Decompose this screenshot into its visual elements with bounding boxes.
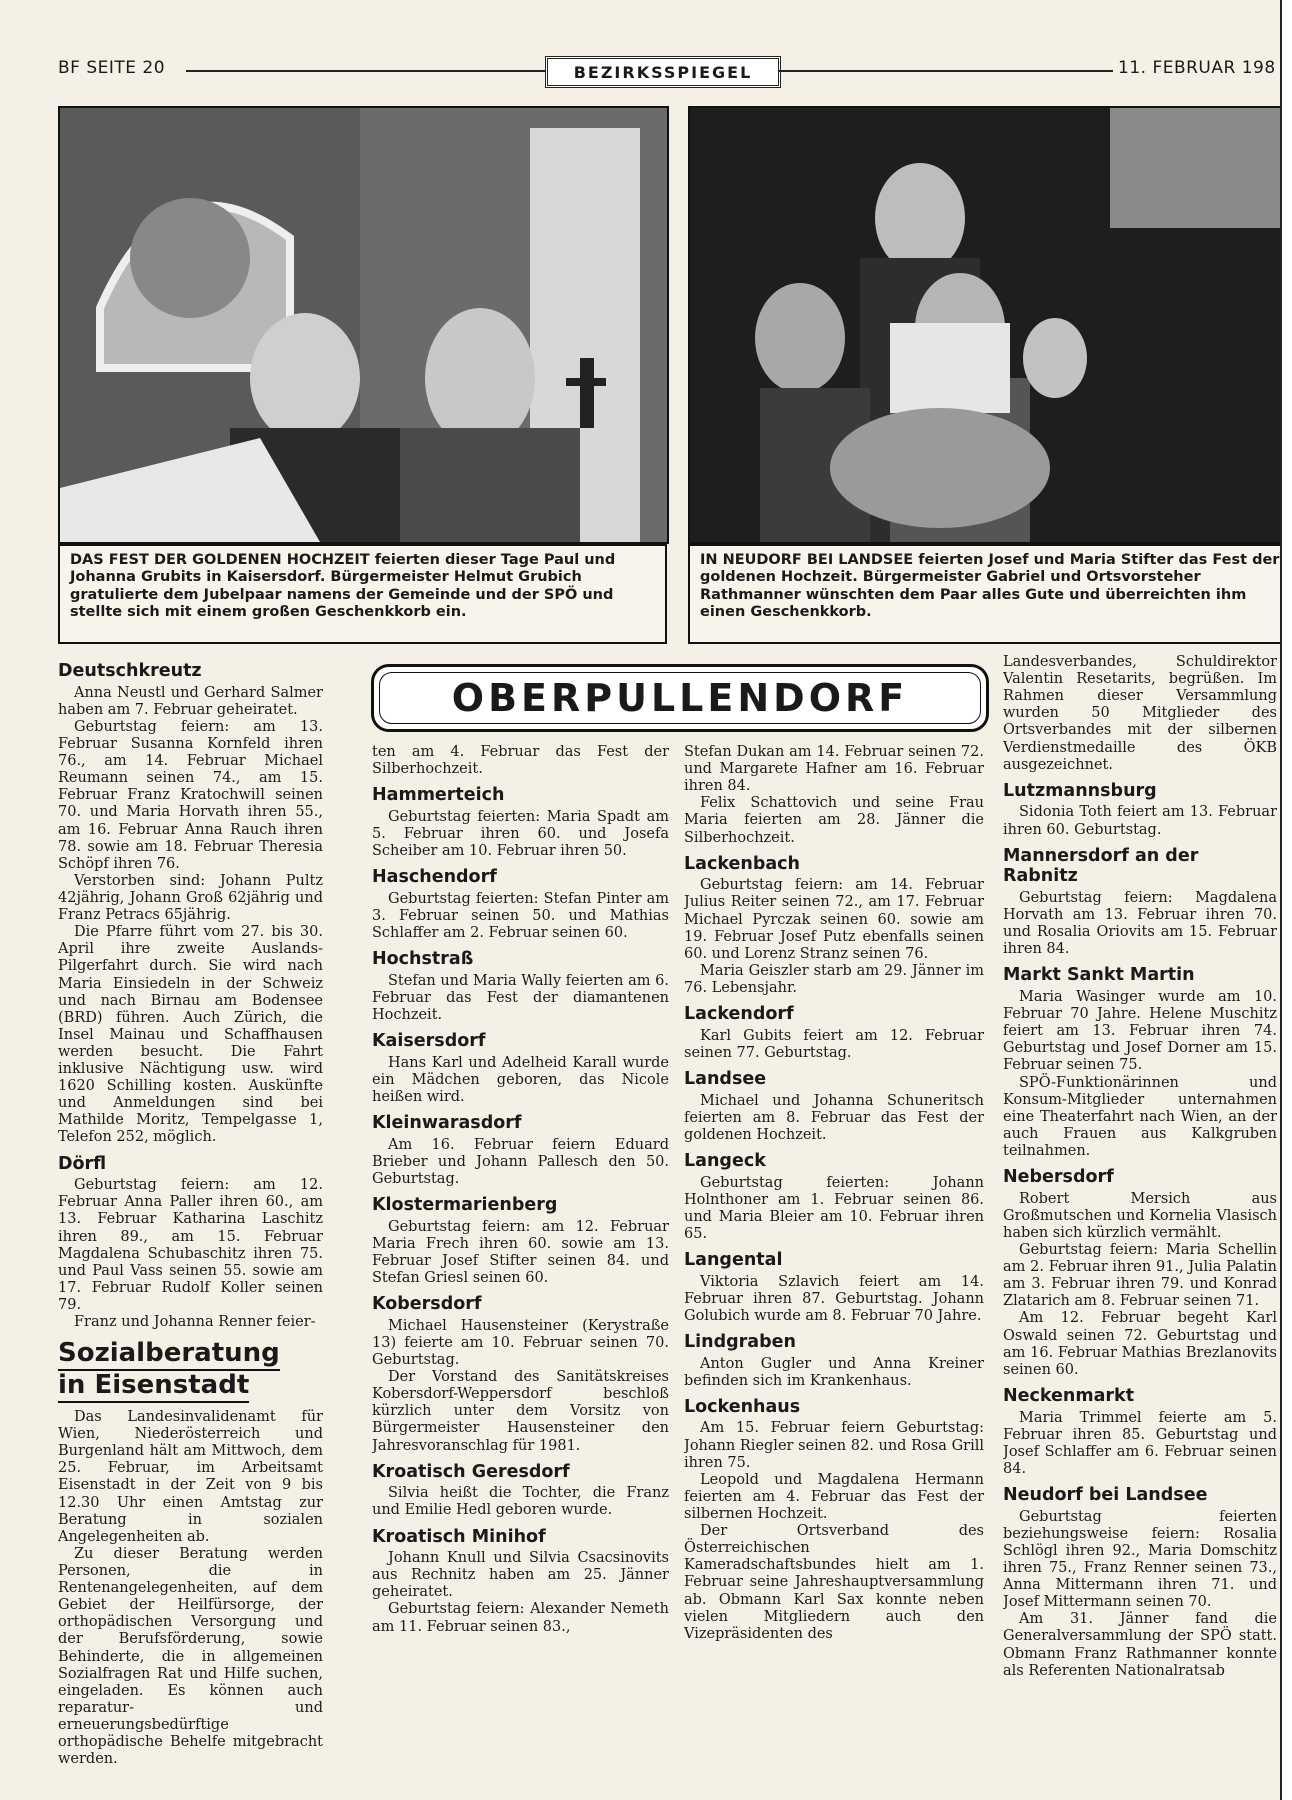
paragraph: Geburtstag feierten beziehungsweise feiern: Rosalia Schlögl ihren 92., Maria Domschitz ihren 75., Franz Renner seinen 73., Anna Mittermann ihren 71. und Josef Mittermann seinen 70.: [1003, 1508, 1277, 1611]
paragraph: Anna Neustl und Gerhard Salmer haben am 7. Februar geheiratet.: [58, 684, 323, 718]
paragraph: Am 15. Februar feiern Geburtstag: Johann Riegler seinen 82. und Rosa Grill ihren 75.: [684, 1420, 984, 1471]
page-edge: [1280, 0, 1292, 1800]
heading-klostermarienberg: Klostermarienberg: [372, 1195, 558, 1216]
caption-right-photo: IN NEUDORF BEI LANDSEE feierten Josef und Maria Stifter das Fest der goldenen Hochzeit. Bürgermeister Gabriel und Ortsvorsteher Rathmanner wünschten dem Paar alles Gute und überreichten ihm einen Geschenkkorb.: [688, 544, 1292, 644]
heading-nebersdorf: Nebersdorf: [1003, 1167, 1114, 1188]
heading-kleinwarasdorf: Kleinwarasdorf: [372, 1113, 522, 1134]
paragraph: Franz und Johanna Renner feier-: [74, 1314, 316, 1331]
paragraph: Maria Geiszler starb am 29. Jänner im 76. Lebensjahr.: [684, 962, 984, 996]
page-number: BF SEITE 20: [58, 58, 166, 78]
heading-hochstrass: Hochstraß: [372, 949, 474, 970]
heading-mannersdorf: Mannersdorf an der Rabnitz: [1003, 845, 1199, 887]
paragraph: Geburtstag feierten: Maria Spadt am 5. Februar ihren 60. und Josefa Scheiber am 10. Februar ihren 50.: [372, 808, 669, 860]
paragraph: Der Ortsverband des Österreichischen Kameradschaftsbundes hielt am 1. Februar seine Jahreshauptversammlung ab. Obmann Karl Sax konnte neben vielen Mitgliedern auch den Vizepräsidenten des: [684, 1523, 984, 1642]
header-rule-right: [778, 70, 1113, 72]
paragraph: Maria Trimmel feierte am 5. Februar ihren 85. Geburtstag und Josef Schlaffer am 6. Februar seinen 84.: [1003, 1409, 1277, 1477]
column-4: [1003, 654, 1277, 1800]
heading-kobersdorf: Kobersdorf: [372, 1294, 482, 1315]
paragraph: Stefan Dukan am 14. Februar seinen 72. und Margarete Hafner am 16. Februar ihren 84.: [684, 744, 984, 795]
paragraph: Verstorben sind: Johann Pultz 42jährig, Johann Groß 62jährig und Franz Petracs 65jährig.: [58, 872, 323, 924]
heading-doerfl: Dörfl: [58, 1153, 107, 1174]
paragraph: Anton Gugler und Anna Kreiner befinden sich im Krankenhaus.: [684, 1355, 984, 1389]
paragraph: Geburtstag feiern: am 14. Februar Julius Reiter seinen 72., am 17. Februar Michael Pyrczak seinen 60. sowie am 19. Februar Josef Putz ebenfalls seinen 60. und Lorenz Stranz seinen 76.: [684, 877, 984, 962]
paragraph: Geburtstag feiern: Maria Schellin am 2. Februar ihren 91., Julia Palatin am 3. Februar ihren 79. und Konrad Zlatarich am 8. Februar seinen 71.: [1003, 1242, 1277, 1310]
paragraph: Landesverbandes, Schuldirektor Valentin Resetarits, begrüßen. Im Rahmen dieser Versammlung wurden 50 Mitglieder des Ortsverbandes mit der silbernen Verdienstmedaille des ÖKB ausgezeichnet.: [1003, 654, 1277, 773]
paragraph: Maria Wasinger wurde am 10. Februar 70 Jahre. Helene Muschitz feiert am 13. Februar ihren 74. Geburtstag und Josef Dorner am 15. Februar seinen 75.: [1003, 988, 1277, 1074]
heading-lockenhaus: Lockenhaus: [684, 1396, 801, 1417]
paragraph: Geburtstag feierten: Stefan Pinter am 3. Februar seinen 50. und Mathias Schlaffer am 2. Februar seinen 60.: [372, 890, 669, 942]
paragraph: Geburtstag feierten: Johann Holnthoner am 1. Februar seinen 86. und Maria Bleier am 10. Februar ihren 65.: [684, 1174, 984, 1242]
heading-landsee: Landsee: [684, 1068, 767, 1089]
heading-neudorf: Neudorf bei Landsee: [1003, 1485, 1208, 1505]
column-2: [372, 744, 669, 1800]
paragraph: Leopold und Magdalena Hermann feierten am 4. Februar das Fest der silbernen Hochzeit.: [684, 1471, 984, 1522]
paragraph: Das Landesinvalidenamt für Wien, Niederösterreich und Burgenland hält am Mittwoch, dem 25. Februar, im Arbeitsamt Eisenstadt in der Zeit von 9 bis 12.30 Uhr einen Amtstag zur Beratung in sozialen Angelegenheiten ab.: [58, 1409, 323, 1545]
heading-line-2: in Eisenstadt: [58, 1371, 249, 1403]
paragraph: Robert Mersich aus Großmutschen und Kornelia Vlasisch haben sich kürzlich vermählt.: [1003, 1190, 1277, 1241]
paragraph: Michael Hausensteiner (Kerystraße 13) feierte am 10. Februar seinen 70. Geburtstag.: [372, 1317, 669, 1368]
section-title: BEZIRKSSPIEGEL: [545, 56, 781, 88]
paragraph: Felix Schattovich und seine Frau Maria feierten am 28. Jänner die Silberhochzeit.: [684, 795, 984, 846]
photo-golden-wedding-kaisersdorf: [58, 106, 669, 544]
header-rule-left: [186, 70, 546, 72]
heading-kroatisch-minihof: Kroatisch Minihof: [372, 1526, 546, 1547]
paragraph: Johann Knull und Silvia Csacsinovits aus Rechnitz haben am 25. Jänner geheiratet.: [372, 1550, 669, 1601]
paragraph: Die Pfarre führt vom 27. bis 30. April ihre zweite Auslands-Pilgerfahrt durch. Sie wird nach Maria Einsiedeln in der Schweiz und nach Birnau am Bodensee (BRD) führen. Auch Zürich, die Insel Mainau und Schaffhausen werden besucht. Die Fahrt inklusive Nächtigung usw. wird 1620 Schilling kosten. Auskünfte und Anmeldungen sind bei Mathilde Moritz, Tempelgasse 1, Telefon 252, möglich.: [58, 924, 323, 1146]
heading-haschendorf: Haschendorf: [372, 867, 497, 888]
heading-line-1: Sozialberatung: [58, 1339, 280, 1371]
heading-markt-sankt-martin: Markt Sankt Martin: [1003, 965, 1195, 986]
heading-lackenbach: Lackenbach: [684, 853, 800, 874]
column-1: [58, 654, 323, 1800]
paragraph: Geburtstag feiern: am 13. Februar Susanna Kornfeld ihren 76., am 14. Februar Michael Reumann seinen 74., am 15. Februar Franz Kratochwill seinen 70. und Maria Horvath ihren 55., am 16. Februar Anna Rauch ihren 78. sowie am 18. Februar Theresia Schöpf ihren 76.: [58, 718, 323, 872]
caption-left-photo: DAS FEST DER GOLDENEN HOCHZEIT feierten dieser Tage Paul und Johanna Grubits in Kaisersdorf. Bürgermeister Helmut Grubich gratulierte dem Jubelpaar namens der Gemeinde und der SPÖ und stellte sich mit einem großen Geschenkkorb ein.: [58, 544, 667, 644]
paragraph: Viktoria Szlavich feiert am 14. Februar ihren 87. Geburtstag. Johann Golubich wurde am 8. Februar 70 Jahre.: [684, 1273, 984, 1324]
region-banner: [371, 664, 989, 732]
heading-kaisersdorf: Kaisersdorf: [372, 1031, 486, 1052]
heading-lackendorf: Lackendorf: [684, 1004, 794, 1025]
paragraph: Geburtstag feiern: am 12. Februar Anna Paller ihren 60., am 13. Februar Katharina Laschitz ihren 89., am 15. Februar Magdalena Schubaschitz ihren 75. und Paul Vass seinen 55. sowie am 17. Februar Rudolf Koller seinen 79.: [58, 1177, 323, 1313]
photo-golden-wedding-neudorf: [688, 106, 1290, 544]
paragraph: Karl Gubits feiert am 12. Februar seinen 77. Geburtstag.: [684, 1027, 984, 1061]
paragraph: Geburtstag feiern: am 12. Februar Maria Frech ihren 60. sowie am 13. Februar Josef Stifter seinen 84. und Stefan Griesl seinen 60.: [372, 1218, 669, 1287]
paragraph: Geburtstag feiern: Magdalena Horvath am 13. Februar ihren 70. und Rosalia Oriovits am 15. Februar ihren 84.: [1003, 889, 1277, 958]
heading-langental: Langental: [684, 1249, 783, 1270]
paragraph: ten am 4. Februar das Fest der Silberhochzeit.: [372, 744, 669, 778]
heading-langeck: Langeck: [684, 1150, 766, 1171]
paragraph: Am 16. Februar feiern Eduard Brieber und Johann Pallesch den 50. Geburtstag.: [372, 1136, 669, 1187]
heading-kroatisch-geresdorf: Kroatisch Geresdorf: [372, 1461, 570, 1482]
issue-date: 11. FEBRUAR 198: [1118, 58, 1276, 78]
paragraph: Der Vorstand des Sanitätskreises Kobersdorf-Weppersdorf beschloß kürzlich unter dem Vorsitz von Bürgermeister Hausensteiner den Jahresvoranschlag für 1981.: [372, 1369, 669, 1454]
heading-sozialberatung: [58, 1339, 323, 1403]
paragraph: Silvia heißt die Tochter, die Franz und Emilie Hedl geboren wurde.: [372, 1485, 669, 1519]
column-3: [684, 744, 984, 1800]
heading-lutzmannsburg: Lutzmannsburg: [1003, 780, 1157, 801]
paragraph: Am 12. Februar begeht Karl Oswald seinen 72. Geburtstag und am 16. Februar Mathias Brezlanovits seinen 60.: [1003, 1310, 1277, 1378]
heading-deutschkreutz: Deutschkreutz: [58, 661, 202, 681]
paragraph: Geburtstag feiern: Alexander Nemeth am 11. Februar seinen 83.,: [372, 1601, 669, 1635]
heading-hammerteich: Hammerteich: [372, 785, 505, 806]
paragraph: Michael und Johanna Schuneritsch feierten am 8. Februar das Fest der goldenen Hochzeit.: [684, 1092, 984, 1143]
paragraph: Sidonia Toth feiert am 13. Februar ihren 60. Geburtstag.: [1003, 804, 1277, 838]
paragraph: Hans Karl und Adelheid Karall wurde ein Mädchen geboren, das Nicole heißen wird.: [372, 1054, 669, 1105]
heading-neckenmarkt: Neckenmarkt: [1003, 1385, 1135, 1406]
heading-lindgraben: Lindgraben: [684, 1331, 796, 1352]
paragraph: Stefan und Maria Wally feierten am 6. Februar das Fest der diamantenen Hochzeit.: [372, 972, 669, 1024]
banner-title: OBERPULLENDORF: [451, 676, 909, 720]
paragraph: SPÖ-Funktionärinnen und Konsum-Mitglieder unternahmen eine Theaterfahrt nach Wien, an der auch Frauen aus Kalkgruben teilnahmen.: [1003, 1074, 1277, 1159]
paragraph: Am 31. Jänner fand die Generalversammlung der SPÖ statt. Obmann Franz Rathmanner konnte als Referenten Nationalratsab: [1003, 1611, 1277, 1679]
paragraph: Zu dieser Beratung werden Personen, die in Rentenangelegenheiten, auf dem Gebiet der Heilfürsorge, der orthopädischen Versorgung und der Berufsförderung, sowie Behinderte, die in allgemeinen Sozialfragen Rat und Hilfe suchen, eingeladen. Es können auch reparatur- und erneuerungsbedürftige orthopädische Behelfe mitgebracht werden.: [58, 1545, 323, 1768]
